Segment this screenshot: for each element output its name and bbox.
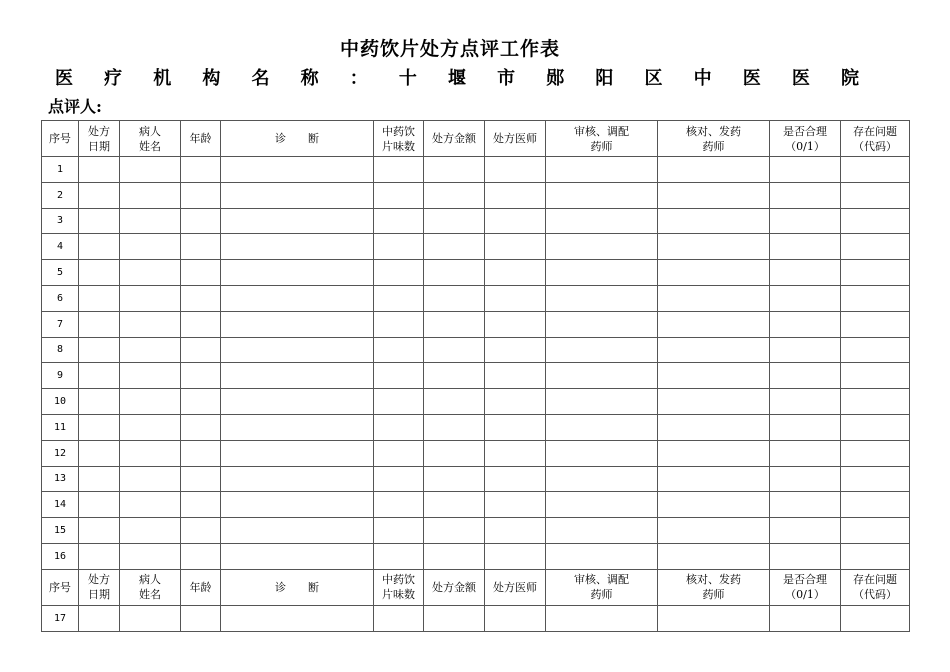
cell-diagnosis[interactable] <box>221 605 374 631</box>
cell-age[interactable] <box>181 363 221 389</box>
cell-reasonable[interactable] <box>770 234 841 260</box>
cell-date[interactable] <box>79 260 120 286</box>
cell-review-pharmacist[interactable] <box>546 414 658 440</box>
cell-physician[interactable] <box>485 157 546 183</box>
cell-physician[interactable] <box>485 337 546 363</box>
cell-problem-code[interactable] <box>841 414 910 440</box>
header-label: 是否合理 （0/1） <box>783 573 827 602</box>
cell-reasonable[interactable] <box>770 157 841 183</box>
cell-amount[interactable] <box>424 518 485 544</box>
org-char: 阳 <box>595 68 614 89</box>
cell-review-pharmacist[interactable] <box>546 492 658 518</box>
reviewer-label: 点评人: <box>48 97 102 116</box>
table-row <box>42 440 910 466</box>
header-amount <box>424 121 485 157</box>
header-review-pharmacist <box>546 569 658 605</box>
table-row <box>42 157 910 183</box>
row-number: 7 <box>42 311 79 337</box>
cell-herb-count[interactable] <box>374 440 424 466</box>
org-char: 名 <box>251 68 270 89</box>
cell-physician[interactable] <box>485 234 546 260</box>
cell-dispense-pharmacist[interactable] <box>658 414 770 440</box>
table-row <box>42 208 910 234</box>
cell-date[interactable] <box>79 389 120 415</box>
cell-problem-code[interactable] <box>841 285 910 311</box>
cell-patient-name[interactable] <box>120 440 181 466</box>
cell-age[interactable] <box>181 311 221 337</box>
row-number: 13 <box>42 466 79 492</box>
cell-problem-code[interactable] <box>841 182 910 208</box>
cell-dispense-pharmacist[interactable] <box>658 208 770 234</box>
cell-age[interactable] <box>181 208 221 234</box>
row-number: 16 <box>42 543 79 569</box>
cell-amount[interactable] <box>424 543 485 569</box>
header-problem-code <box>841 121 910 157</box>
header-row <box>42 569 910 605</box>
cell-diagnosis[interactable] <box>221 518 374 544</box>
cell-physician[interactable] <box>485 260 546 286</box>
cell-amount[interactable] <box>424 389 485 415</box>
cell-herb-count[interactable] <box>374 260 424 286</box>
cell-herb-count[interactable] <box>374 234 424 260</box>
cell-diagnosis[interactable] <box>221 311 374 337</box>
cell-problem-code[interactable] <box>841 157 910 183</box>
cell-review-pharmacist[interactable] <box>546 518 658 544</box>
cell-diagnosis[interactable] <box>221 208 374 234</box>
table-body <box>42 121 910 632</box>
table-row <box>42 389 910 415</box>
cell-age[interactable] <box>181 389 221 415</box>
cell-reasonable[interactable] <box>770 285 841 311</box>
org-char: 疗 <box>104 68 123 89</box>
cell-review-pharmacist[interactable] <box>546 311 658 337</box>
cell-diagnosis[interactable] <box>221 389 374 415</box>
org-char: 郧 <box>546 68 565 89</box>
header-diagnosis <box>221 121 374 157</box>
cell-reasonable[interactable] <box>770 337 841 363</box>
cell-physician[interactable] <box>485 285 546 311</box>
cell-patient-name[interactable] <box>120 389 181 415</box>
cell-amount[interactable] <box>424 234 485 260</box>
cell-age[interactable] <box>181 285 221 311</box>
cell-diagnosis[interactable] <box>221 363 374 389</box>
row-number: 12 <box>42 440 79 466</box>
cell-herb-count[interactable] <box>374 157 424 183</box>
header-herb-count <box>374 121 424 157</box>
header-label: 核对、发药 药师 <box>686 124 741 153</box>
row-number: 4 <box>42 234 79 260</box>
cell-dispense-pharmacist[interactable] <box>658 363 770 389</box>
cell-dispense-pharmacist[interactable] <box>658 260 770 286</box>
cell-date[interactable] <box>79 518 120 544</box>
cell-review-pharmacist[interactable] <box>546 208 658 234</box>
cell-age[interactable] <box>181 157 221 183</box>
cell-review-pharmacist[interactable] <box>546 363 658 389</box>
cell-herb-count[interactable] <box>374 182 424 208</box>
org-char: 机 <box>153 68 172 89</box>
cell-problem-code[interactable] <box>841 605 910 631</box>
header-diagnosis <box>221 569 374 605</box>
cell-problem-code[interactable] <box>841 337 910 363</box>
org-char: 医 <box>55 68 73 89</box>
cell-amount[interactable] <box>424 492 485 518</box>
cell-reasonable[interactable] <box>770 363 841 389</box>
row-number: 10 <box>42 389 79 415</box>
header-herb-count <box>374 569 424 605</box>
cell-review-pharmacist[interactable] <box>546 440 658 466</box>
header-review-pharmacist <box>546 121 658 157</box>
cell-herb-count[interactable] <box>374 311 424 337</box>
cell-review-pharmacist[interactable] <box>546 337 658 363</box>
cell-patient-name[interactable] <box>120 363 181 389</box>
table-row <box>42 605 910 631</box>
cell-age[interactable] <box>181 518 221 544</box>
cell-reasonable[interactable] <box>770 414 841 440</box>
cell-dispense-pharmacist[interactable] <box>658 337 770 363</box>
row-number: 3 <box>42 208 79 234</box>
cell-review-pharmacist[interactable] <box>546 157 658 183</box>
cell-date[interactable] <box>79 543 120 569</box>
row-number: 1 <box>42 157 79 183</box>
table-row <box>42 260 910 286</box>
cell-problem-code[interactable] <box>841 543 910 569</box>
cell-amount[interactable] <box>424 260 485 286</box>
table-row <box>42 543 910 569</box>
cell-physician[interactable] <box>485 208 546 234</box>
cell-physician[interactable] <box>485 518 546 544</box>
row-number: 14 <box>42 492 79 518</box>
header-label: 是否合理 （0/1） <box>783 124 827 153</box>
row-number: 15 <box>42 518 79 544</box>
org-char: 院 <box>841 68 859 89</box>
cell-amount[interactable] <box>424 182 485 208</box>
cell-reasonable[interactable] <box>770 466 841 492</box>
cell-amount[interactable] <box>424 285 485 311</box>
cell-review-pharmacist[interactable] <box>546 389 658 415</box>
organization-name-line <box>52 64 862 90</box>
cell-diagnosis[interactable] <box>221 157 374 183</box>
cell-diagnosis[interactable] <box>221 234 374 260</box>
cell-problem-code[interactable] <box>841 208 910 234</box>
org-char: ： <box>349 68 368 89</box>
cell-amount[interactable] <box>424 466 485 492</box>
cell-amount[interactable] <box>424 311 485 337</box>
table-row <box>42 466 910 492</box>
cell-review-pharmacist[interactable] <box>546 605 658 631</box>
cell-patient-name[interactable] <box>120 414 181 440</box>
org-char: 称 <box>300 68 319 89</box>
cell-patient-name[interactable] <box>120 543 181 569</box>
cell-amount[interactable] <box>424 157 485 183</box>
cell-reasonable[interactable] <box>770 182 841 208</box>
cell-patient-name[interactable] <box>120 260 181 286</box>
header-label: 处方金额 <box>432 132 476 145</box>
cell-reasonable[interactable] <box>770 492 841 518</box>
header-label: 病人 姓名 <box>139 573 161 602</box>
cell-dispense-pharmacist[interactable] <box>658 311 770 337</box>
cell-patient-name[interactable] <box>120 518 181 544</box>
cell-amount[interactable] <box>424 208 485 234</box>
cell-problem-code[interactable] <box>841 492 910 518</box>
cell-patient-name[interactable] <box>120 605 181 631</box>
cell-physician[interactable] <box>485 543 546 569</box>
cell-herb-count[interactable] <box>374 543 424 569</box>
cell-dispense-pharmacist[interactable] <box>658 182 770 208</box>
org-char: 区 <box>644 68 663 89</box>
table-row <box>42 414 910 440</box>
cell-dispense-pharmacist[interactable] <box>658 234 770 260</box>
header-seq <box>42 121 79 157</box>
header-dispense-pharmacist <box>658 569 770 605</box>
cell-reasonable[interactable] <box>770 389 841 415</box>
cell-age[interactable] <box>181 337 221 363</box>
header-label: 中药饮 片味数 <box>382 124 415 153</box>
cell-diagnosis[interactable] <box>221 337 374 363</box>
cell-diagnosis[interactable] <box>221 440 374 466</box>
cell-patient-name[interactable] <box>120 285 181 311</box>
row-number: 2 <box>42 182 79 208</box>
cell-date[interactable] <box>79 363 120 389</box>
header-seq <box>42 569 79 605</box>
cell-dispense-pharmacist[interactable] <box>658 157 770 183</box>
header-label: 序号 <box>49 580 71 594</box>
cell-date[interactable] <box>79 311 120 337</box>
cell-patient-name[interactable] <box>120 337 181 363</box>
cell-amount[interactable] <box>424 605 485 631</box>
header-label: 审核、调配 药师 <box>574 124 629 153</box>
row-number: 17 <box>42 605 79 631</box>
review-table <box>41 120 910 632</box>
cell-age[interactable] <box>181 492 221 518</box>
header-age <box>181 121 221 157</box>
header-row <box>42 121 910 157</box>
cell-herb-count[interactable] <box>374 363 424 389</box>
cell-problem-code[interactable] <box>841 440 910 466</box>
cell-diagnosis[interactable] <box>221 285 374 311</box>
cell-patient-name[interactable] <box>120 234 181 260</box>
header-age <box>181 569 221 605</box>
cell-physician[interactable] <box>485 182 546 208</box>
header-label: 年龄 <box>189 132 212 145</box>
cell-patient-name[interactable] <box>120 492 181 518</box>
cell-dispense-pharmacist[interactable] <box>658 440 770 466</box>
cell-diagnosis[interactable] <box>221 466 374 492</box>
row-number: 8 <box>42 337 79 363</box>
cell-amount[interactable] <box>424 414 485 440</box>
cell-problem-code[interactable] <box>841 311 910 337</box>
cell-herb-count[interactable] <box>374 492 424 518</box>
cell-physician[interactable] <box>485 414 546 440</box>
cell-review-pharmacist[interactable] <box>546 466 658 492</box>
cell-age[interactable] <box>181 414 221 440</box>
cell-herb-count[interactable] <box>374 466 424 492</box>
row-number: 5 <box>42 260 79 286</box>
cell-physician[interactable] <box>485 440 546 466</box>
cell-age[interactable] <box>181 466 221 492</box>
header-amount <box>424 569 485 605</box>
header-patient-name <box>120 121 181 157</box>
cell-reasonable[interactable] <box>770 440 841 466</box>
header-dispense-pharmacist <box>658 121 770 157</box>
cell-date[interactable] <box>79 337 120 363</box>
cell-patient-name[interactable] <box>120 311 181 337</box>
header-label: 年龄 <box>189 580 212 594</box>
cell-date[interactable] <box>79 414 120 440</box>
cell-patient-name[interactable] <box>120 466 181 492</box>
cell-problem-code[interactable] <box>841 363 910 389</box>
cell-physician[interactable] <box>485 605 546 631</box>
table-row <box>42 285 910 311</box>
table-row <box>42 234 910 260</box>
row-number: 11 <box>42 414 79 440</box>
cell-reasonable[interactable] <box>770 208 841 234</box>
cell-problem-code[interactable] <box>841 466 910 492</box>
cell-dispense-pharmacist[interactable] <box>658 285 770 311</box>
cell-review-pharmacist[interactable] <box>546 285 658 311</box>
cell-problem-code[interactable] <box>841 518 910 544</box>
cell-dispense-pharmacist[interactable] <box>658 492 770 518</box>
table-row <box>42 518 910 544</box>
cell-herb-count[interactable] <box>374 389 424 415</box>
table-row <box>42 337 910 363</box>
cell-physician[interactable] <box>485 363 546 389</box>
cell-physician[interactable] <box>485 492 546 518</box>
org-char: 医 <box>791 68 810 89</box>
cell-dispense-pharmacist[interactable] <box>658 389 770 415</box>
cell-diagnosis[interactable] <box>221 492 374 518</box>
cell-review-pharmacist[interactable] <box>546 234 658 260</box>
cell-age[interactable] <box>181 234 221 260</box>
header-label: 病人 姓名 <box>139 124 161 153</box>
cell-review-pharmacist[interactable] <box>546 543 658 569</box>
header-label: 处方 日期 <box>88 573 110 602</box>
cell-date[interactable] <box>79 157 120 183</box>
cell-herb-count[interactable] <box>374 518 424 544</box>
cell-date[interactable] <box>79 440 120 466</box>
cell-physician[interactable] <box>485 311 546 337</box>
header-reasonable <box>770 569 841 605</box>
header-label: 处方金额 <box>432 580 476 594</box>
cell-age[interactable] <box>181 440 221 466</box>
header-label: 诊 断 <box>275 580 319 594</box>
cell-date[interactable] <box>79 605 120 631</box>
header-patient-name <box>120 569 181 605</box>
header-label: 审核、调配 药师 <box>574 573 629 602</box>
table-row <box>42 492 910 518</box>
header-label: 处方医师 <box>493 132 537 145</box>
row-number: 9 <box>42 363 79 389</box>
header-label: 处方 日期 <box>88 124 110 153</box>
header-label: 处方医师 <box>493 580 537 594</box>
header-label: 中药饮 片味数 <box>382 573 415 602</box>
cell-physician[interactable] <box>485 389 546 415</box>
header-label: 存在问题 （代码） <box>853 124 897 153</box>
cell-dispense-pharmacist[interactable] <box>658 466 770 492</box>
org-char: 医 <box>742 68 761 89</box>
cell-age[interactable] <box>181 260 221 286</box>
cell-herb-count[interactable] <box>374 285 424 311</box>
cell-reasonable[interactable] <box>770 260 841 286</box>
document-title: 中药饮片处方点评工作表 <box>339 38 560 60</box>
cell-amount[interactable] <box>424 363 485 389</box>
cell-age[interactable] <box>181 543 221 569</box>
cell-amount[interactable] <box>424 440 485 466</box>
cell-date[interactable] <box>79 492 120 518</box>
org-char: 十 <box>398 68 417 89</box>
cell-reasonable[interactable] <box>770 518 841 544</box>
cell-dispense-pharmacist[interactable] <box>658 543 770 569</box>
header-label: 诊 断 <box>275 132 319 145</box>
cell-herb-count[interactable] <box>374 208 424 234</box>
cell-physician[interactable] <box>485 466 546 492</box>
header-date <box>79 569 120 605</box>
cell-date[interactable] <box>79 466 120 492</box>
header-physician <box>485 121 546 157</box>
header-label: 存在问题 （代码） <box>853 573 897 602</box>
cell-diagnosis[interactable] <box>221 543 374 569</box>
cell-herb-count[interactable] <box>374 605 424 631</box>
row-number: 6 <box>42 285 79 311</box>
cell-reasonable[interactable] <box>770 543 841 569</box>
cell-problem-code[interactable] <box>841 389 910 415</box>
cell-problem-code[interactable] <box>841 260 910 286</box>
cell-review-pharmacist[interactable] <box>546 182 658 208</box>
table-row <box>42 363 910 389</box>
org-char: 中 <box>693 68 712 89</box>
cell-diagnosis[interactable] <box>221 182 374 208</box>
table-row <box>42 311 910 337</box>
cell-herb-count[interactable] <box>374 337 424 363</box>
cell-problem-code[interactable] <box>841 234 910 260</box>
org-char: 堰 <box>448 68 466 89</box>
header-physician <box>485 569 546 605</box>
cell-herb-count[interactable] <box>374 414 424 440</box>
cell-dispense-pharmacist[interactable] <box>658 605 770 631</box>
cell-reasonable[interactable] <box>770 311 841 337</box>
org-char: 市 <box>497 68 516 89</box>
cell-diagnosis[interactable] <box>221 260 374 286</box>
cell-reasonable[interactable] <box>770 605 841 631</box>
cell-patient-name[interactable] <box>120 157 181 183</box>
cell-date[interactable] <box>79 182 120 208</box>
org-char: 构 <box>202 68 221 89</box>
header-reasonable <box>770 121 841 157</box>
cell-date[interactable] <box>79 285 120 311</box>
cell-date[interactable] <box>79 234 120 260</box>
header-label: 序号 <box>49 132 71 145</box>
header-date <box>79 121 120 157</box>
cell-date[interactable] <box>79 208 120 234</box>
cell-review-pharmacist[interactable] <box>546 260 658 286</box>
table-row <box>42 182 910 208</box>
cell-age[interactable] <box>181 182 221 208</box>
header-label: 核对、发药 药师 <box>686 573 741 602</box>
cell-patient-name[interactable] <box>120 208 181 234</box>
cell-patient-name[interactable] <box>120 182 181 208</box>
cell-diagnosis[interactable] <box>221 414 374 440</box>
cell-amount[interactable] <box>424 337 485 363</box>
header-problem-code <box>841 569 910 605</box>
cell-dispense-pharmacist[interactable] <box>658 518 770 544</box>
cell-age[interactable] <box>181 605 221 631</box>
